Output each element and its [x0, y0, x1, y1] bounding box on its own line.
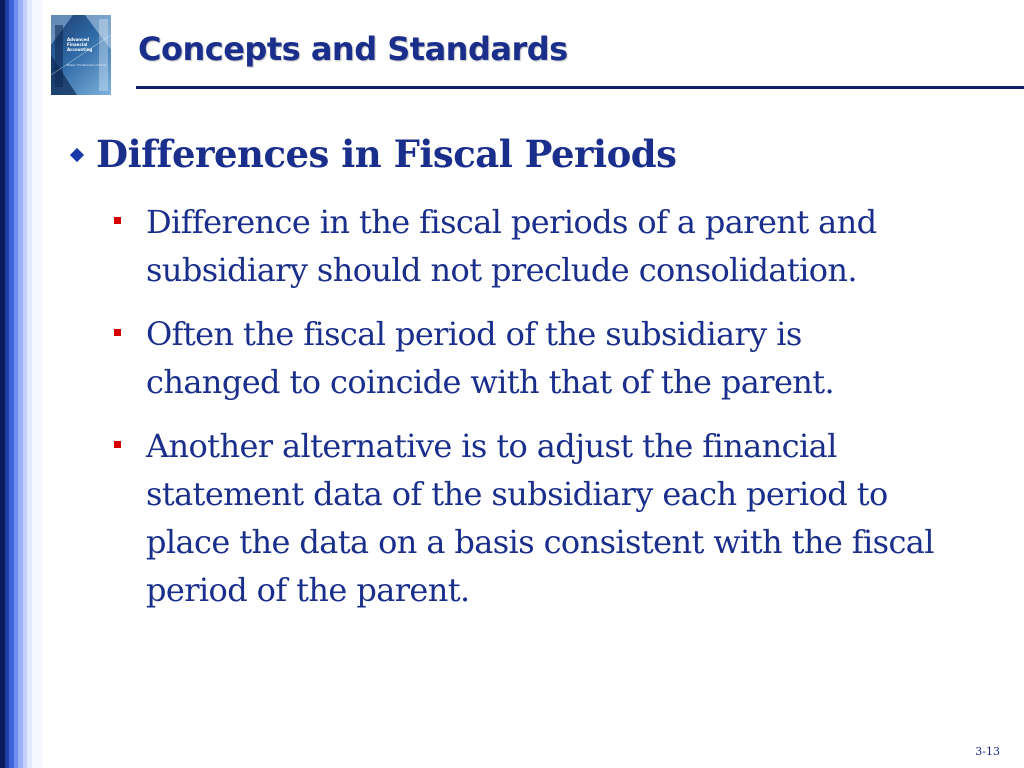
cover-title: Advanced Financial Accounting [67, 37, 93, 52]
left-decorative-stripes [0, 0, 42, 768]
sub-bullet-text: Difference in the fiscal periods of a parent and subsidiary should not preclude consolidation. [146, 203, 877, 289]
square-bullet-icon [114, 217, 121, 224]
cover-authors: Baker Christensen Cottrell [67, 63, 107, 67]
main-bullet-text: Differences in Fiscal Periods [96, 132, 677, 176]
square-bullet-icon [114, 441, 121, 448]
sub-bullet-item [114, 310, 944, 406]
book-cover-thumbnail [51, 15, 111, 95]
sub-bullet-list [114, 198, 944, 630]
sub-bullet-item [114, 422, 944, 614]
square-bullet-icon [114, 329, 121, 336]
title-underline-rule [136, 86, 1024, 89]
sub-bullet-text: Often the fiscal period of the subsidiary is changed to coincide with that of the parent. [146, 315, 835, 401]
slide-content [68, 128, 968, 609]
sub-bullet-text: Another alternative is to adjust the financial statement data of the subsidiary each period to place the data on a basis consistent with the fiscal period of the parent. [146, 427, 934, 609]
sub-bullet-item [114, 198, 944, 294]
building-graphic-icon [51, 15, 111, 95]
main-bullet-point [68, 128, 968, 180]
diamond-bullet-icon [70, 148, 84, 162]
page-number: 3-13 [975, 745, 1000, 758]
slide-title: Concepts and Standards [138, 30, 568, 68]
